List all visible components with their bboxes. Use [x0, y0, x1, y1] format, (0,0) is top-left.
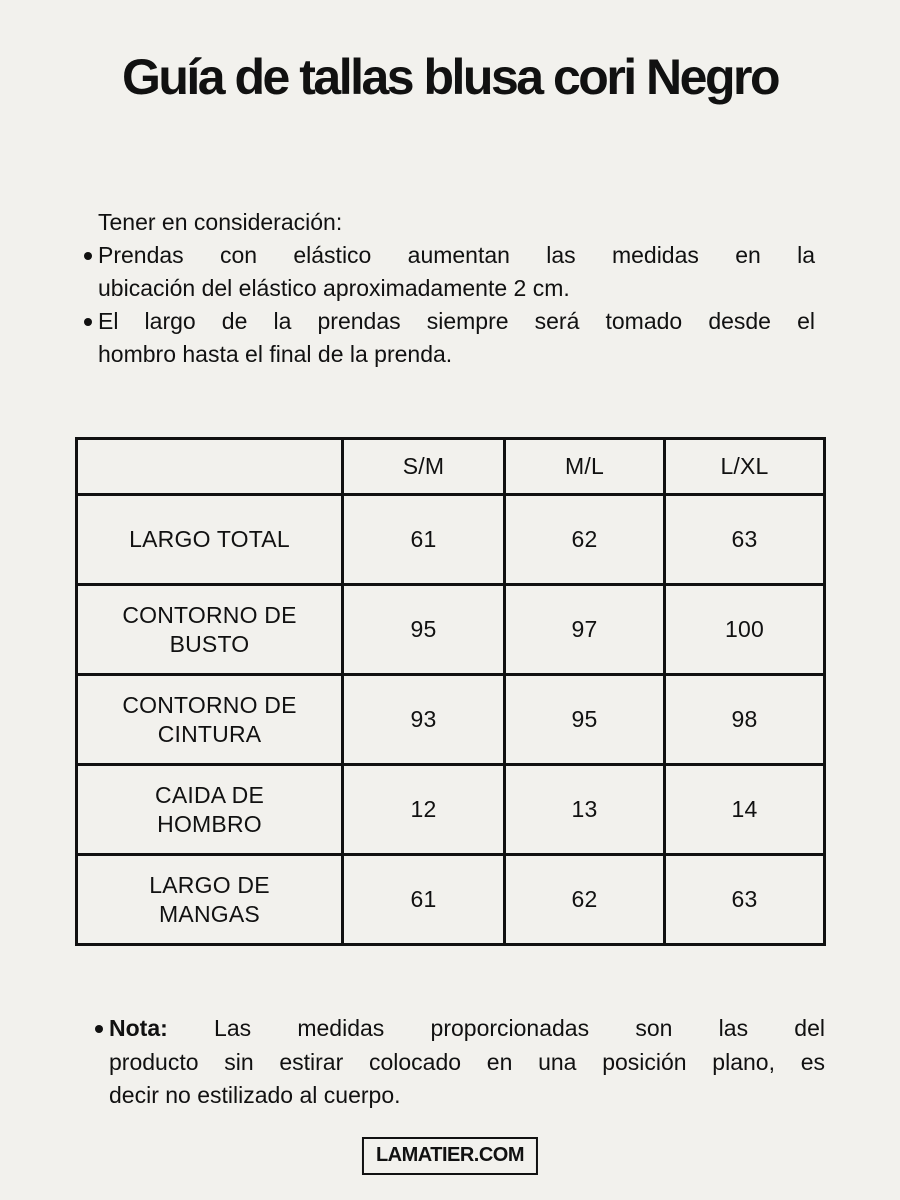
brand-box: [362, 1137, 538, 1175]
brand-name: LAMATIER.COM: [375, 1144, 525, 1166]
cell-value: 100: [665, 585, 825, 675]
row-label: CAIDA DE HOMBRO: [77, 765, 343, 855]
header-cell-empty: [77, 439, 343, 495]
table-row: [77, 675, 825, 765]
header-cell-lxl: L/XL: [665, 439, 825, 495]
cell-value: 97: [505, 585, 665, 675]
note-text-line: decir no estilizado al cuerpo.: [109, 1082, 401, 1108]
table-row: [77, 855, 825, 945]
cell-value: 95: [343, 585, 505, 675]
cell-value: 63: [665, 495, 825, 585]
cell-value: 98: [665, 675, 825, 765]
bullet-text-line: ubicación del elástico aproximadamente 2 cm.: [98, 275, 570, 301]
note-section: [95, 1012, 825, 1113]
cell-value: 62: [505, 495, 665, 585]
bullet-text-line: Prendas con elástico aumentan las medidas en la: [98, 242, 815, 268]
list-item: [84, 239, 815, 305]
table-row: [77, 585, 825, 675]
bullet-text-line: El largo de la prendas siempre será tomado desde el: [98, 308, 815, 334]
header-cell-sm: S/M: [343, 439, 505, 495]
bullet-icon: [84, 318, 92, 326]
row-label: LARGO TOTAL: [77, 495, 343, 585]
note-text-line: Nota: Las medidas proporcionadas son las del: [109, 1015, 825, 1041]
cell-value: 93: [343, 675, 505, 765]
cell-value: 14: [665, 765, 825, 855]
row-label: CONTORNO DE BUSTO: [77, 585, 343, 675]
cell-value: 95: [505, 675, 665, 765]
cell-value: 62: [505, 855, 665, 945]
bullet-icon: [84, 252, 92, 260]
bullet-text-line: hombro hasta el final de la prenda.: [98, 341, 453, 367]
cell-value: 13: [505, 765, 665, 855]
header-cell-ml: M/L: [505, 439, 665, 495]
cell-value: 61: [343, 495, 505, 585]
cell-value: 63: [665, 855, 825, 945]
size-table: [75, 437, 826, 946]
row-label: LARGO DE MANGAS: [77, 855, 343, 945]
cell-value: 12: [343, 765, 505, 855]
cell-value: 61: [343, 855, 505, 945]
table-row: [77, 765, 825, 855]
note-label: Nota:: [109, 1015, 168, 1041]
table-header-row: [77, 439, 825, 495]
row-label: CONTORNO DE CINTURA: [77, 675, 343, 765]
list-item: [95, 1012, 825, 1113]
page-title: Guía de tallas blusa cori Negro: [121, 49, 779, 105]
note-text-line: producto sin estirar colocado en una posición plano, es: [109, 1048, 825, 1075]
list-item: [84, 305, 815, 371]
consideration-heading: Tener en consideración:: [98, 209, 343, 235]
consideration-section: [84, 206, 815, 371]
bullet-icon: [95, 1025, 103, 1033]
table-row: [77, 495, 825, 585]
